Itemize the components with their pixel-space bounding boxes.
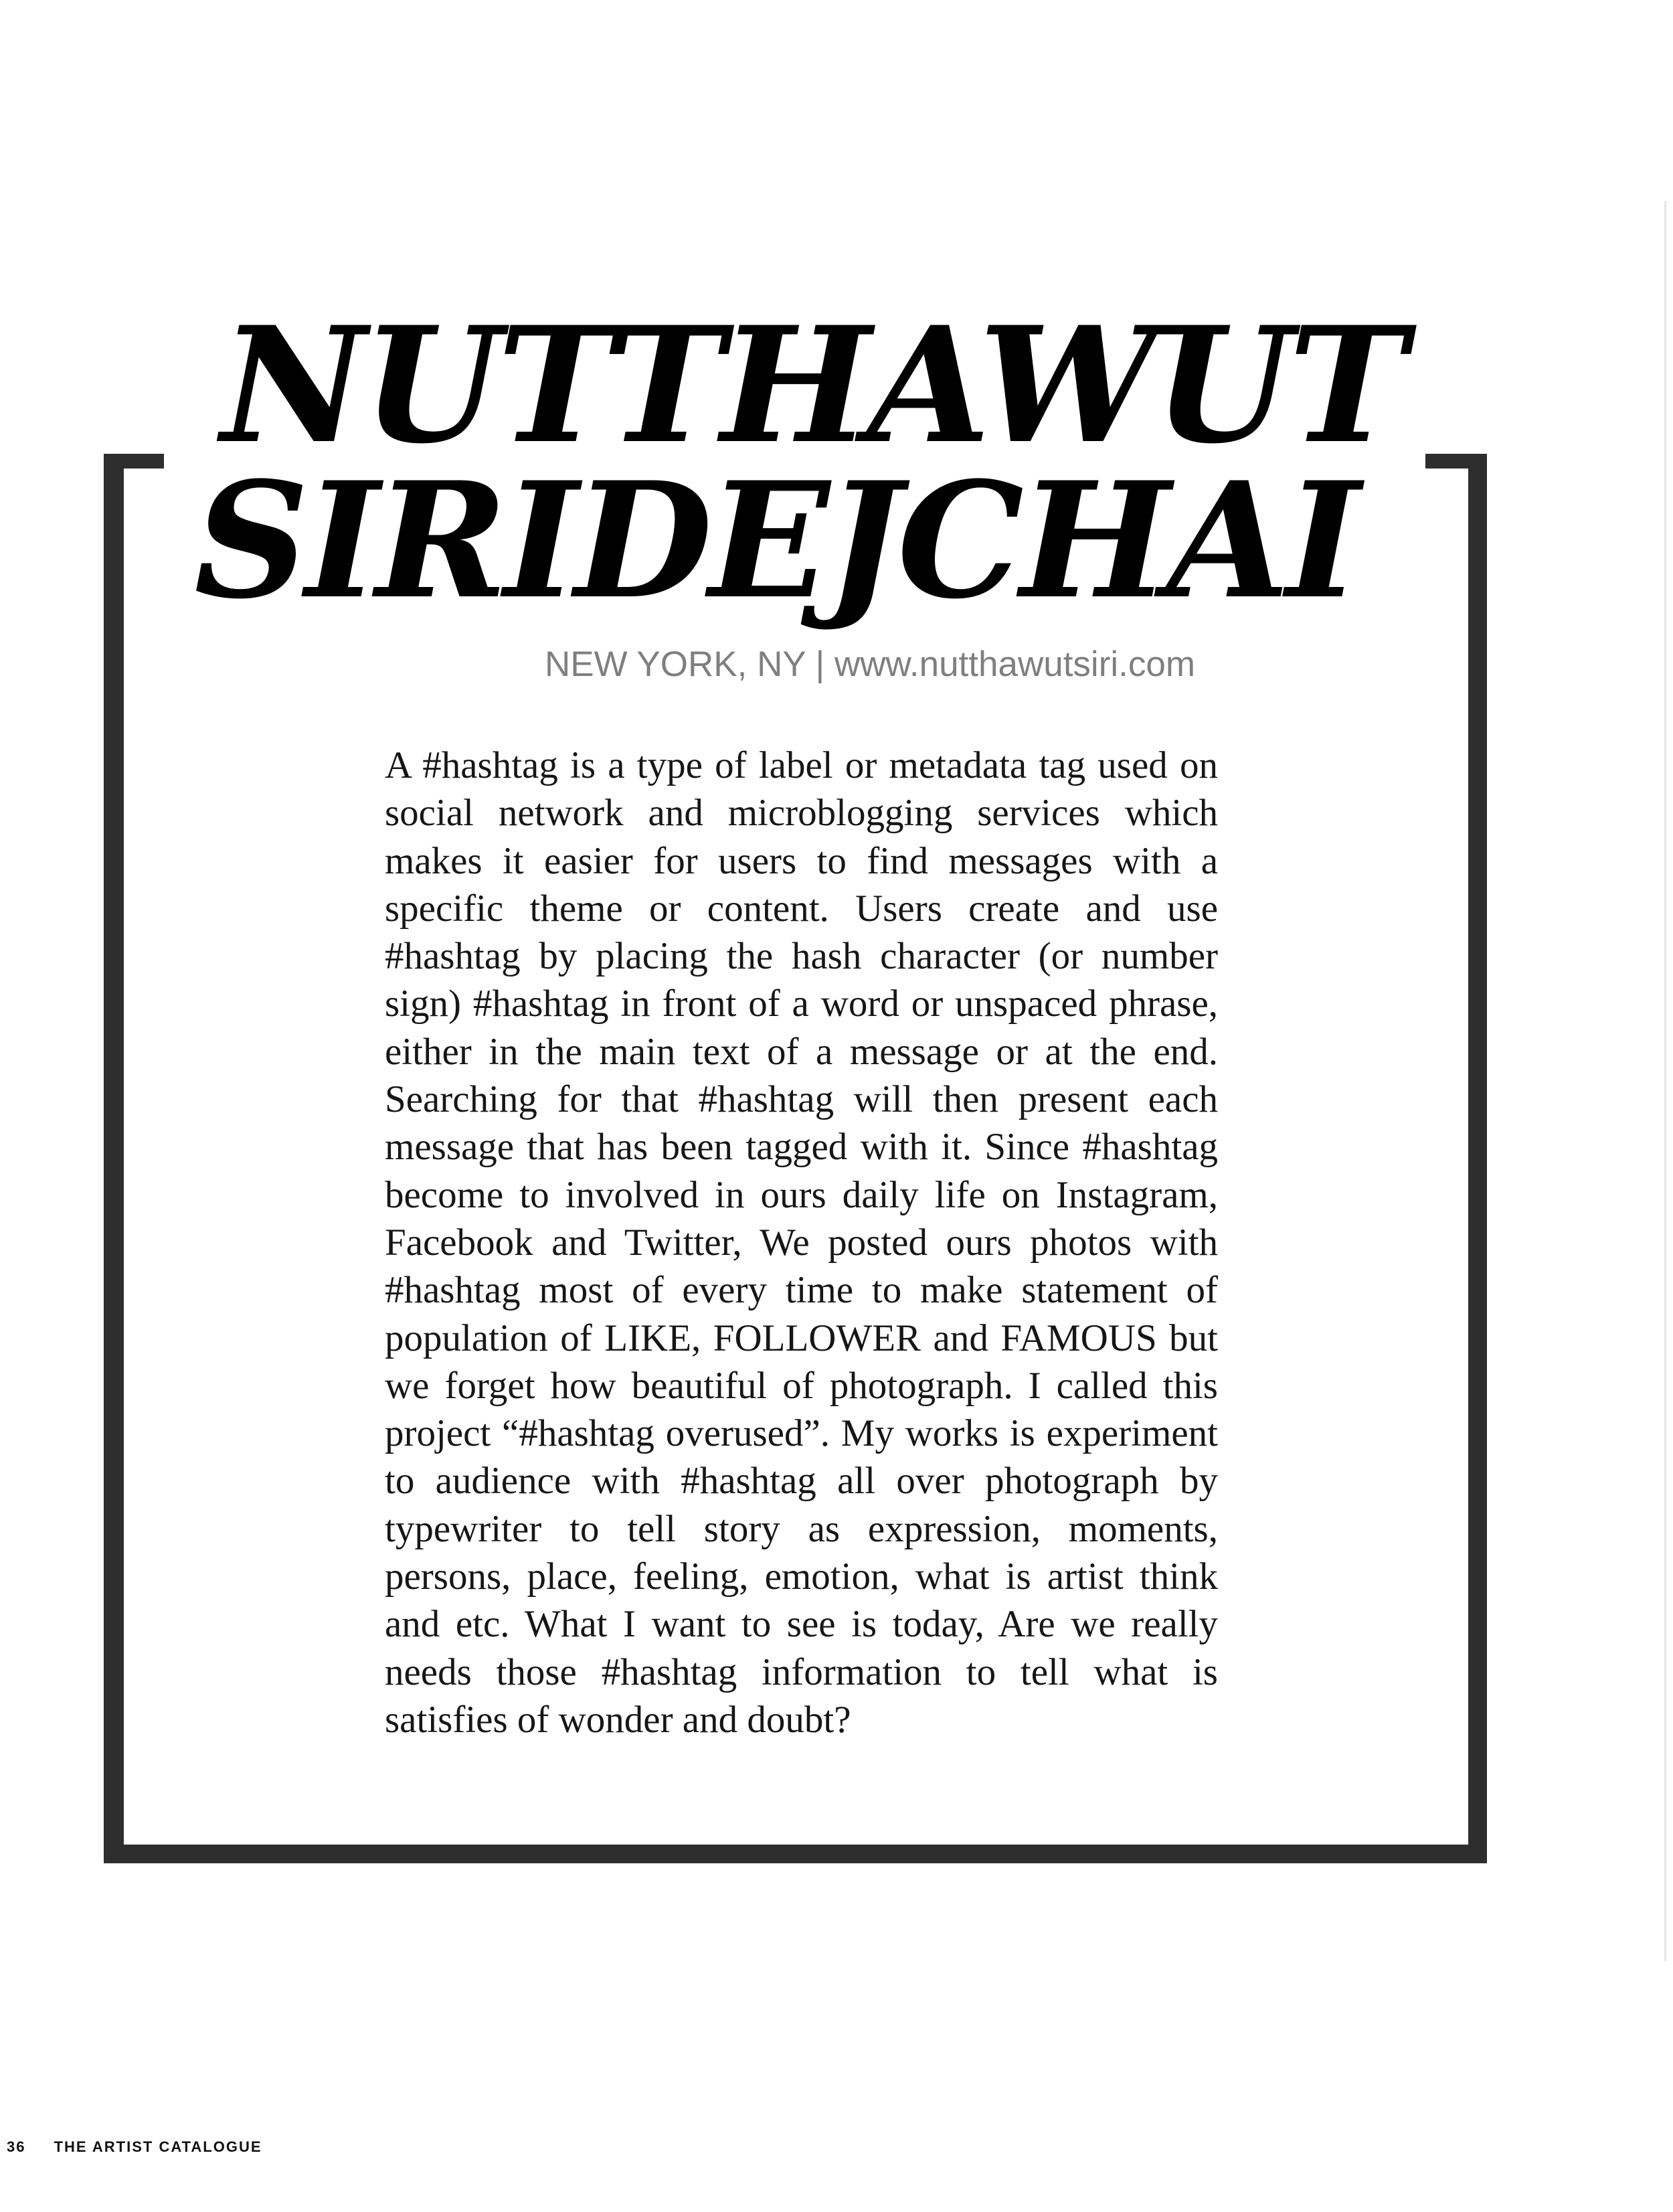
page-number: 36 [7, 2138, 26, 2155]
location-and-website: NEW YORK, NY | www.nutthawutsiri.com [545, 645, 1195, 684]
artist-statement: A #hashtag is a type of label or metadata tag used on social network and microblogging services which makes it easier for users to find messages with a specific theme or content. Users create and use #hashtag by placing the hash character (or number sign) #hashtag in front of a word or unspaced phrase, either in the main text of a message or at the end. Searching for that #hashtag will then present each message that has been tagged with it. Since #hashtag become to involved in ours daily life on Instagram, Facebook and Twitter, We posted ours photos with #hashtag most of every time to make statement of population of LIKE, FOLLOWER and FAMOUS but we forget how beautiful of photograph. I called this project “#hashtag overused”. My works is experiment to audience with #hashtag all over photograph by typewriter to tell story as expression, moments, persons, place, feeling, emotion, what is artist think and etc. What I want to see is today, Are we really needs those #hashtag information to tell what is satisfies of wonder and doubt? [385, 744, 1218, 1741]
page-footer [7, 2138, 262, 2156]
frame-bottom-bar [104, 1845, 1487, 1863]
artist-last-name: SIRIDEJCHAI [194, 448, 1357, 634]
artist-first-name: NUTTHAWUT [221, 292, 1403, 479]
publication-name: THE ARTIST CATALOGUE [54, 2138, 262, 2155]
